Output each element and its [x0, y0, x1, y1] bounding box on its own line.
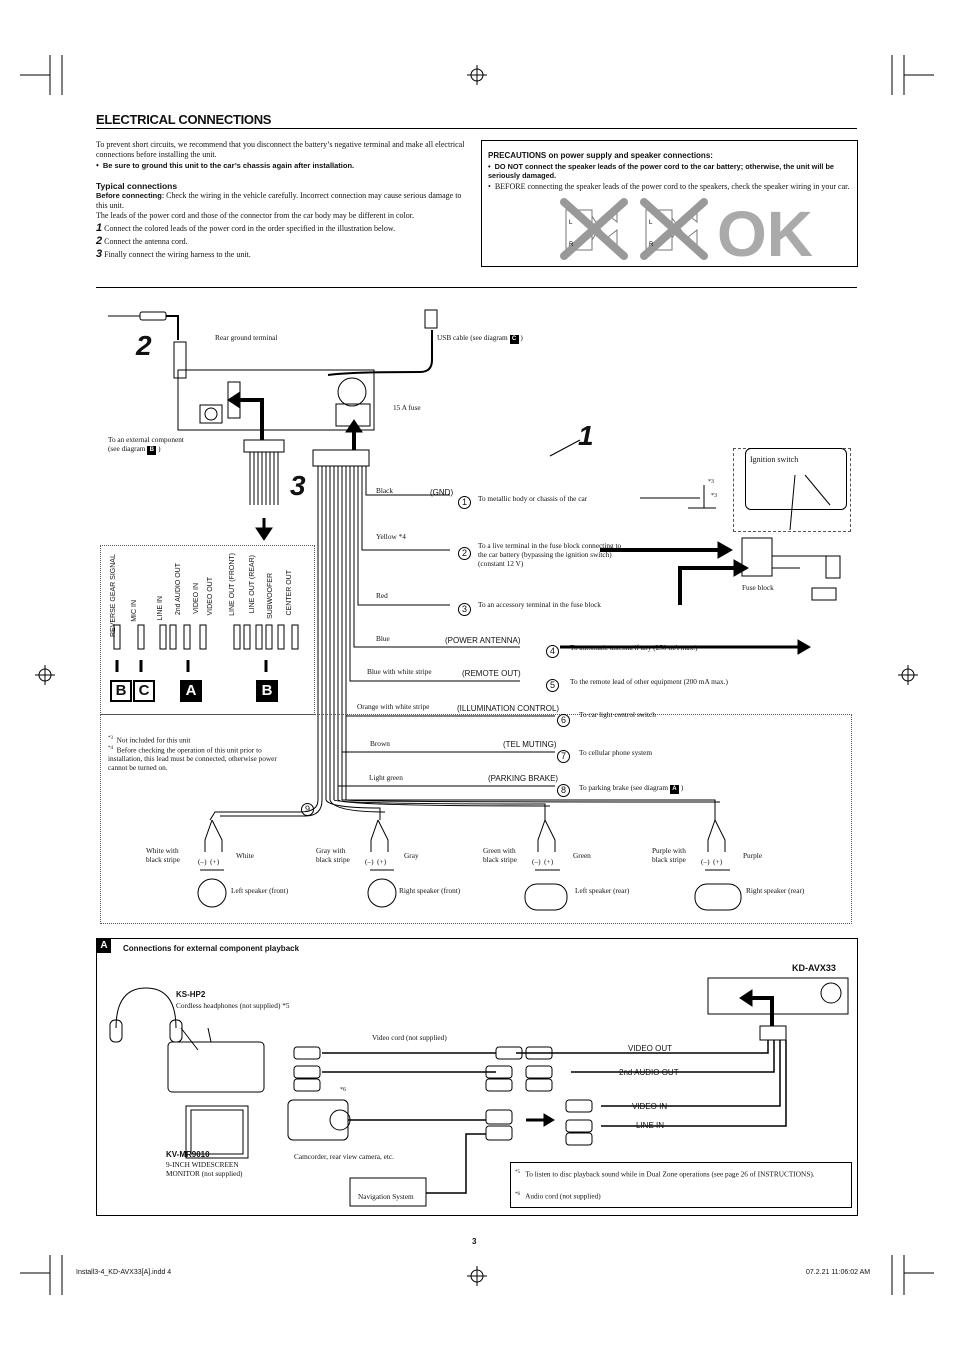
- wire-8-tag: (PARKING BRAKE): [488, 774, 559, 783]
- wire-8-color: Light green: [369, 773, 403, 782]
- fuse-block-label: Fuse block: [742, 583, 774, 592]
- rca-subwoofer: SUBWOOFER: [267, 573, 274, 619]
- speaker-4-name: Right speaker (rear): [746, 886, 805, 895]
- audio-out-label: 2nd AUDIO OUT: [619, 1068, 679, 1077]
- note5: $^{*5}$ To listen to disc playback sound while in Dual Zone operations (see page 26 of INSTRUCTIONS).: [515, 1169, 815, 1179]
- rca-video-out: VIDEO OUT: [207, 577, 214, 616]
- wire-6-color: Orange with white stripe: [357, 702, 430, 711]
- ignition-switch-label: Ignition switch: [750, 455, 799, 464]
- headphones-label: Cordless headphones (not supplied) *5: [176, 1001, 290, 1010]
- rca-mic-in: MIC IN: [131, 600, 138, 622]
- section-a-heading: Connections for external component playback: [123, 944, 300, 953]
- wire-4-desc: To automatic antenna if any (250 mA max.): [570, 643, 698, 652]
- leads-text: The leads of the power cord and those of the connector from the car body may be different in color.: [96, 211, 414, 220]
- wire-3-color: Red: [376, 591, 388, 600]
- step-1: 1 Connect the colored leads of the power cord in the order specified in the illustration below.: [96, 222, 396, 234]
- wire-1-color: Black: [376, 486, 394, 495]
- wire-6-number: 6: [557, 710, 570, 728]
- footer-stamp: 07.2.21 11:06:02 AM: [806, 1269, 871, 1276]
- wire-1-number: 1: [458, 492, 471, 510]
- precaution-bullet-2: • BEFORE connecting the speaker leads of the power cord to the speakers, check the speaker wiring in your car.: [488, 182, 850, 191]
- ok-label: OK: [717, 198, 813, 270]
- kd-avx33-label: KD-AVX33: [792, 963, 836, 973]
- speaker-3-stripe: Green with black stripe: [483, 846, 517, 864]
- rca-plugs: [100, 620, 310, 682]
- svg-text:R: R: [569, 242, 574, 248]
- wire-9-number: 9: [301, 799, 314, 817]
- page-title: ELECTRICAL CONNECTIONS: [96, 112, 272, 127]
- speaker-2-name: Right speaker (front): [399, 886, 461, 895]
- speaker-3-name: Left speaker (rear): [575, 886, 630, 895]
- speaker-1-name: Left speaker (front): [231, 886, 289, 895]
- footnote-4: $^{*4}$ Before checking the operation of this unit prior to installation, this lead must be connected, otherwise power cannot be turned on.: [108, 745, 277, 773]
- section-a-notes: [510, 1162, 852, 1208]
- precaution-bullet-1: • DO NOT connect the speaker leads of the power cord to the car battery; otherwise, the unit will be seriously damaged.: [488, 162, 834, 180]
- line-in-label: LINE IN: [636, 1121, 665, 1130]
- rca-line-in: LINE IN: [157, 596, 164, 621]
- speaker-2-plain: Gray: [404, 851, 419, 860]
- wire-8-number: 8: [557, 780, 570, 798]
- wire-2-color: Yellow *4: [376, 532, 406, 541]
- svg-text:L: L: [569, 220, 573, 226]
- star6-label: *6: [340, 1087, 346, 1093]
- wire-5-desc: To the remote lead of other equipment (200 mA max.): [570, 677, 728, 686]
- rca-line-out-rear: LINE OUT (REAR): [249, 555, 256, 614]
- speaker-4-polarity: (–) (+): [701, 857, 723, 866]
- before-connecting: Before connecting: Check the wiring in the vehicle carefully. Incorrect connection may cause serious damage to this unit.: [96, 191, 462, 210]
- rca-reverse-gear: REVERSE GEAR SIGNAL: [110, 554, 117, 637]
- wire-6-tag: (ILLUMINATION CONTROL): [457, 704, 560, 713]
- wire-7-color: Brown: [370, 739, 390, 748]
- speaker-2-stripe: Gray with black stripe: [316, 846, 350, 864]
- step-number-1: 1: [578, 420, 594, 451]
- video-in-label: VIDEO IN: [632, 1102, 668, 1111]
- svg-text:L: L: [649, 220, 653, 226]
- wire-4-color: Blue: [376, 634, 390, 643]
- wire-3-number: 3: [458, 599, 471, 617]
- speaker-1-polarity: (–) (+): [198, 857, 220, 866]
- note3-mark-a: *3: [708, 479, 714, 485]
- footnote-3: $^{*3}$ Not included for this unit: [108, 735, 191, 745]
- wire-4-number: 4: [546, 641, 559, 659]
- rca-video-in: VIDEO IN: [193, 583, 200, 614]
- speaker-4-plain: Purple: [743, 851, 763, 860]
- svg-text:R: R: [649, 242, 654, 248]
- speaker-1-stripe: White with black stripe: [146, 846, 180, 864]
- intro-bullet: • Be sure to ground this unit to the car’s chassis again after installation.: [96, 161, 355, 170]
- wire-2-number: 2: [458, 543, 471, 561]
- step-3: 3 Finally connect the wiring harness to the unit.: [96, 248, 251, 260]
- rca-2nd-audio-out: 2nd AUDIO OUT: [175, 563, 182, 616]
- speaker-3-plain: Green: [573, 851, 591, 860]
- camcorder-label: Camcorder, rear view camera, etc.: [294, 1152, 394, 1161]
- wire-5-color: Blue with white stripe: [367, 667, 432, 676]
- wire-7-number: 7: [557, 746, 570, 764]
- step-number-2: 2: [136, 330, 152, 361]
- rca-letter-b-1: B: [110, 680, 132, 702]
- wire-6-desc: To car light control switch: [579, 710, 656, 719]
- wire-4-tag: (POWER ANTENNA): [445, 636, 521, 645]
- step-number-3: 3: [290, 470, 306, 501]
- fuse-15a-label: 15 A fuse: [393, 403, 421, 412]
- rca-letter-c: C: [133, 680, 155, 702]
- wire-3-desc: To an accessory terminal in the fuse block: [478, 600, 601, 609]
- kv-mr9010-label: KV-MR9010: [166, 1150, 210, 1159]
- intro-text: To prevent short circuits, we recommend that you disconnect the battery’s negative terminal and make all electrical connections before installing the unit.: [96, 140, 465, 159]
- section-a-letter: A: [97, 939, 111, 953]
- ks-hp2-label: KS-HP2: [176, 990, 206, 999]
- usb-cable-label: USB cable (see diagram C ): [437, 333, 523, 342]
- precautions-heading: PRECAUTIONS on power supply and speaker connections:: [488, 151, 713, 160]
- speaker-4-stripe: Purple with black stripe: [652, 846, 686, 864]
- rca-line-out-front: LINE OUT (FRONT): [229, 553, 236, 616]
- speaker-3-polarity: (–) (+): [532, 857, 554, 866]
- wire-5-number: 5: [546, 675, 559, 693]
- wire-1-desc: To metallic body or chassis of the car: [478, 494, 588, 503]
- wire-7-desc: To cellular phone system: [579, 748, 653, 757]
- ignition-switch-box: [745, 448, 847, 510]
- speaker-1-plain: White: [236, 851, 254, 860]
- rear-ground-label: Rear ground terminal: [215, 333, 278, 342]
- rca-center-out: CENTER OUT: [286, 570, 293, 616]
- external-component-label: To an external component (see diagram B ): [108, 435, 184, 453]
- typical-heading: Typical connections: [96, 181, 178, 191]
- video-cord-label: Video cord (not supplied): [372, 1033, 447, 1042]
- wire-8-desc: To parking brake (see diagram A ): [579, 783, 684, 792]
- note3-mark-b: *3: [711, 493, 717, 499]
- wire-2-desc: To a live terminal in the fuse block connecting to the car battery (bypassing the ignition switch) (constant 12 V): [478, 541, 622, 568]
- wire-7-tag: (TEL MUTING): [503, 740, 557, 749]
- page-number: 3: [472, 1237, 477, 1246]
- video-out-label: VIDEO OUT: [628, 1044, 673, 1053]
- footer-file: Install3-4_KD-AVX33[A].indd 4: [76, 1269, 172, 1276]
- wire-1-tag: (GND): [430, 488, 454, 497]
- step-2: 2 Connect the antenna cord.: [96, 235, 188, 247]
- wire-5-tag: (REMOTE OUT): [462, 669, 521, 678]
- speaker-2-polarity: (–) (+): [365, 857, 387, 866]
- rca-letter-a: A: [180, 680, 202, 702]
- rca-letter-b-2: B: [256, 680, 278, 702]
- note6: $^{*6}$ Audio cord (not supplied): [515, 1191, 601, 1201]
- monitor-label: 9-INCH WIDESCREEN MONITOR (not supplied): [166, 1160, 243, 1178]
- nav-system-label: Navigation System: [358, 1192, 414, 1201]
